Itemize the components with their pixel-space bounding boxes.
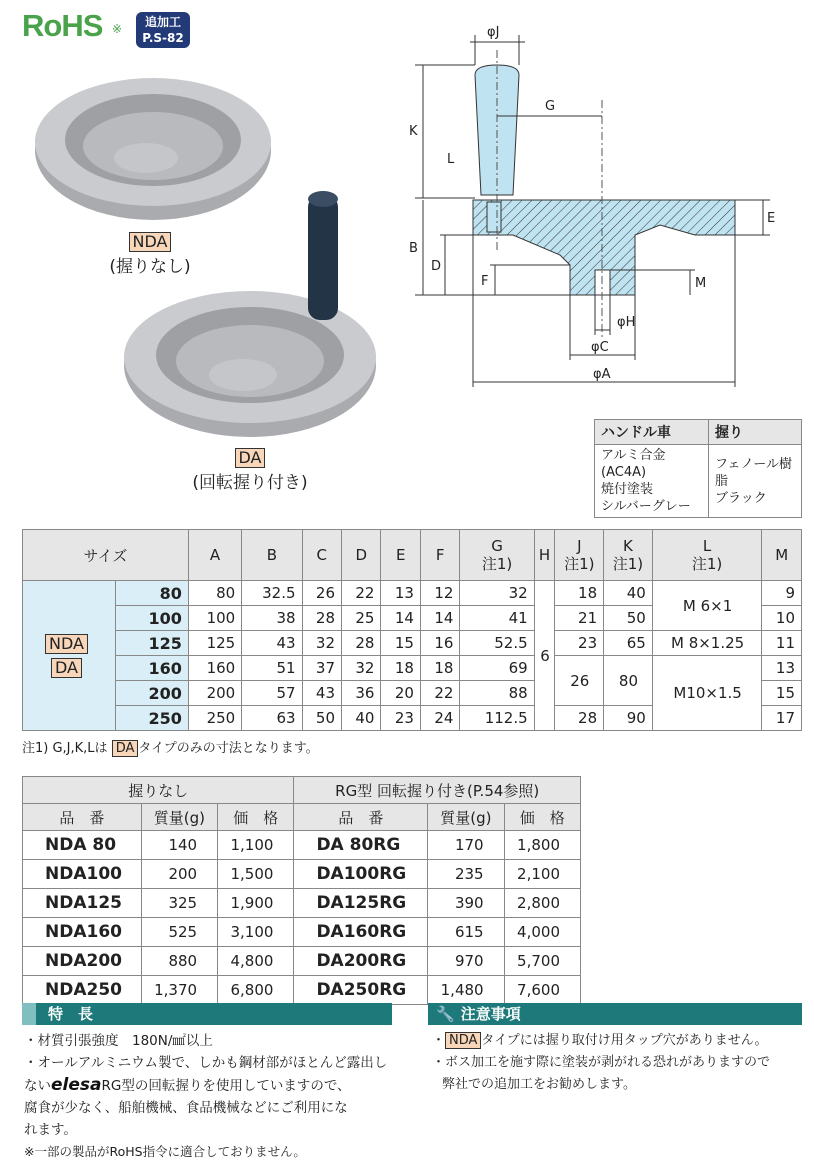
price: 1,900 [218, 889, 294, 918]
price: 1,500 [218, 860, 294, 889]
spec-cell: 22 [342, 581, 381, 606]
part-number: NDA 80 [23, 831, 142, 860]
weight: 880 [141, 947, 217, 976]
weight: 1,480 [428, 976, 504, 1005]
caution-item: ・ボス加工を施す際に塗装が剥がれる恐れがありますので [432, 1055, 771, 1070]
material-handle-line: シルバーグレー [601, 499, 691, 514]
dim-label-D: D [431, 259, 442, 274]
price-col-header: 品 番 [294, 804, 428, 831]
size-cell: 160 [116, 656, 189, 681]
caution-title-bar [428, 1003, 802, 1025]
price: 5,700 [504, 947, 580, 976]
price: 4,000 [504, 918, 580, 947]
rohs-logo: RoHS [22, 8, 103, 43]
spec-cell: 32 [342, 656, 381, 681]
price: 6,800 [218, 976, 294, 1005]
spec-cell: 43 [242, 631, 302, 656]
feature-text: RG型の回転握りを使用していますので、 [101, 1078, 351, 1094]
spec-cell: 112.5 [460, 706, 534, 731]
part-number: DA100RG [294, 860, 428, 889]
spec-cell: 28 [555, 706, 604, 731]
spec-header: M [762, 530, 802, 581]
spec-cell: 21 [555, 606, 604, 631]
weight: 235 [428, 860, 504, 889]
spec-cell: 36 [342, 681, 381, 706]
spec-cell: 18 [381, 656, 420, 681]
spec-cell: 23 [555, 631, 604, 656]
feature-item [24, 1074, 404, 1097]
part-number: NDA160 [23, 918, 142, 947]
spec-cell: 90 [604, 706, 653, 731]
price: 4,800 [218, 947, 294, 976]
size-cell: 250 [116, 706, 189, 731]
dim-label-J: φJ [487, 25, 500, 40]
spec-cell: 15 [762, 681, 802, 706]
dim-label-F: F [481, 274, 489, 289]
spec-cell: 22 [420, 681, 459, 706]
spec-header: G 注1) [460, 530, 534, 581]
note-text: 注1) G,J,K,Lは [22, 741, 112, 756]
spec-table [22, 529, 802, 731]
spec-cell: 50 [302, 706, 341, 731]
spec-cell: 9 [762, 581, 802, 606]
size-cell: 100 [116, 606, 189, 631]
caution-item: 弊社での追加工をお勧めします。 [442, 1077, 636, 1092]
price: 3,100 [218, 918, 294, 947]
weight: 140 [141, 831, 217, 860]
dim-label-L: L [447, 152, 455, 167]
spec-cell: 20 [381, 681, 420, 706]
dim-label-H: φH [617, 315, 636, 330]
weight: 325 [141, 889, 217, 918]
dim-label-A: φA [593, 367, 611, 382]
spec-header: D [342, 530, 381, 581]
spec-cell: 250 [188, 706, 241, 731]
spec-cell: 13 [381, 581, 420, 606]
price-row [23, 976, 581, 1005]
dimension-diagram [395, 20, 795, 400]
caution-item [432, 1030, 802, 1052]
spec-cell: 52.5 [460, 631, 534, 656]
material-handle-line: アルミ合金(AC4A) [601, 448, 666, 480]
spec-header: J 注1) [555, 530, 604, 581]
spec-cell: 38 [242, 606, 302, 631]
rohs-mark: ※ [112, 22, 123, 36]
spec-header: F [420, 530, 459, 581]
spec-cell: 65 [604, 631, 653, 656]
price-row [23, 889, 581, 918]
price-col-header: 質量(g) [428, 804, 504, 831]
caution-tag: NDA [445, 1032, 481, 1049]
price: 2,100 [504, 860, 580, 889]
spec-cell: 69 [460, 656, 534, 681]
spec-cell: 14 [420, 606, 459, 631]
spec-cell-H: 6 [534, 581, 555, 731]
spec-cell: 40 [342, 706, 381, 731]
price-row [23, 860, 581, 889]
price-row [23, 947, 581, 976]
price-col-header: 価 格 [504, 804, 580, 831]
spec-cell: 28 [302, 606, 341, 631]
spec-cell: 16 [420, 631, 459, 656]
price: 7,600 [504, 976, 580, 1005]
spec-header: L 注1) [652, 530, 762, 581]
spec-cell: 37 [302, 656, 341, 681]
dim-label-G: G [545, 99, 556, 114]
da-caption-text: (回転握り付き) [192, 473, 308, 493]
price-group-header: RG型 回転握り付き(P.54参照) [294, 777, 581, 804]
dim-label-M: M [695, 276, 707, 291]
price-table [22, 776, 581, 1005]
spec-cell: 32 [302, 631, 341, 656]
part-number: NDA125 [23, 889, 142, 918]
spec-group-cell [23, 581, 116, 731]
spec-cell: 17 [762, 706, 802, 731]
size-cell: 125 [116, 631, 189, 656]
dim-label-E: E [767, 211, 776, 226]
price-col-header: 質量(g) [141, 804, 217, 831]
spec-cell: 15 [381, 631, 420, 656]
spec-header: A [188, 530, 241, 581]
part-number: DA 80RG [294, 831, 428, 860]
feature-text: ない [24, 1078, 51, 1094]
spec-cell: 51 [242, 656, 302, 681]
price: 2,800 [504, 889, 580, 918]
spec-cell: 160 [188, 656, 241, 681]
material-table [594, 419, 802, 518]
spec-cell: 25 [342, 606, 381, 631]
spec-header: H [534, 530, 555, 581]
dim-label-C: φC [591, 340, 609, 355]
spec-cell: 41 [460, 606, 534, 631]
rohs-footnote: ※一部の製品がRoHS指令に適合しておりません。 [24, 1144, 306, 1159]
part-number: DA160RG [294, 918, 428, 947]
weight: 615 [428, 918, 504, 947]
spec-cell-J: 26 [555, 656, 604, 706]
caution-text: タイプには握り取付け用タップ穴がありません。 [481, 1033, 768, 1048]
dim-label-K: K [409, 124, 418, 139]
price-col-header: 価 格 [218, 804, 294, 831]
caution-title: 注意事項 [460, 1005, 521, 1023]
spec-header: C [302, 530, 341, 581]
wrench-icon: 🔧 [436, 1005, 455, 1023]
part-number: NDA100 [23, 860, 142, 889]
elesa-logo: elesa [51, 1075, 102, 1095]
material-handle [595, 445, 709, 518]
caution-list [432, 1030, 802, 1096]
additional-processing-badge [136, 12, 190, 48]
material-handle-line: 焼付塗装 [601, 482, 654, 497]
price-row [23, 831, 581, 860]
spec-cell: 40 [604, 581, 653, 606]
part-number: DA125RG [294, 889, 428, 918]
spec-cell: 11 [762, 631, 802, 656]
material-header-grip: 握り [709, 420, 802, 445]
spec-note [22, 737, 319, 757]
weight: 170 [428, 831, 504, 860]
spec-cell: 23 [381, 706, 420, 731]
part-number: DA200RG [294, 947, 428, 976]
weight: 200 [141, 860, 217, 889]
da-tag: DA [235, 448, 266, 468]
nda-caption-text: (握りなし) [109, 257, 191, 277]
price-col-header: 品 番 [23, 804, 142, 831]
spec-cell: 125 [188, 631, 241, 656]
feature-item: 腐食が少なく、船舶機械、食品機械などにご利用にな [24, 1100, 348, 1116]
material-grip-line: フェノール樹脂 [715, 456, 792, 489]
caution-text: ・ [432, 1033, 446, 1048]
price: 1,800 [504, 831, 580, 860]
spec-cell: 88 [460, 681, 534, 706]
material-grip-line: ブラック [715, 490, 767, 506]
material-grip [709, 445, 802, 518]
spec-header: E [381, 530, 420, 581]
badge-line1: 追加工 [144, 15, 181, 29]
spec-cell: 32 [460, 581, 534, 606]
features-list [24, 1030, 404, 1163]
da-group-tag: DA [51, 658, 82, 678]
size-cell: 80 [116, 581, 189, 606]
da-wheel-image [118, 185, 383, 445]
features-title: 特 長 [48, 1005, 94, 1023]
spec-cell: 24 [420, 706, 459, 731]
spec-cell-L: M 6×1 [652, 581, 762, 631]
spec-cell: 10 [762, 606, 802, 631]
spec-cell: 43 [302, 681, 341, 706]
spec-cell: 50 [604, 606, 653, 631]
material-header-handle: ハンドル車 [595, 420, 709, 445]
feature-item: れます。 [24, 1122, 77, 1138]
nda-group-tag: NDA [45, 634, 88, 654]
spec-cell: 57 [242, 681, 302, 706]
note-tag: DA [112, 740, 139, 757]
spec-header: B [242, 530, 302, 581]
spec-header: K 注1) [604, 530, 653, 581]
spec-cell: 63 [242, 706, 302, 731]
spec-cell: 26 [302, 581, 341, 606]
spec-cell: 28 [342, 631, 381, 656]
spec-cell: 12 [420, 581, 459, 606]
part-number: DA250RG [294, 976, 428, 1005]
spec-cell: 18 [555, 581, 604, 606]
features-title-bar [22, 1003, 392, 1025]
price-group-header: 握りなし [23, 777, 294, 804]
spec-cell: 32.5 [242, 581, 302, 606]
feature-item: ・材質引張強度 180N/㎟以上 [24, 1033, 213, 1049]
spec-cell: 200 [188, 681, 241, 706]
spec-cell-L: M 8×1.25 [652, 631, 762, 656]
price: 1,100 [218, 831, 294, 860]
spec-cell: 14 [381, 606, 420, 631]
weight: 390 [428, 889, 504, 918]
feature-item: ・オールアルミニウム製で、しかも鋼材部がほとんど露出し [24, 1055, 388, 1071]
features-bar-accent [22, 1003, 36, 1025]
price-row [23, 918, 581, 947]
weight: 1,370 [141, 976, 217, 1005]
spec-cell: 80 [188, 581, 241, 606]
part-number: NDA200 [23, 947, 142, 976]
size-cell: 200 [116, 681, 189, 706]
nda-tag: NDA [129, 232, 172, 252]
spec-cell: 100 [188, 606, 241, 631]
spec-header: サイズ [23, 530, 189, 581]
spec-cell-K: 80 [604, 656, 653, 706]
spec-cell: 18 [420, 656, 459, 681]
spec-cell: 13 [762, 656, 802, 681]
dim-label-B: B [409, 241, 418, 256]
spec-cell-L: M10×1.5 [652, 656, 762, 731]
da-caption [180, 448, 320, 493]
badge-line2: P.S-82 [142, 31, 184, 45]
weight: 970 [428, 947, 504, 976]
weight: 525 [141, 918, 217, 947]
note-text: タイプのみの寸法となります。 [138, 741, 319, 756]
part-number: NDA250 [23, 976, 142, 1005]
